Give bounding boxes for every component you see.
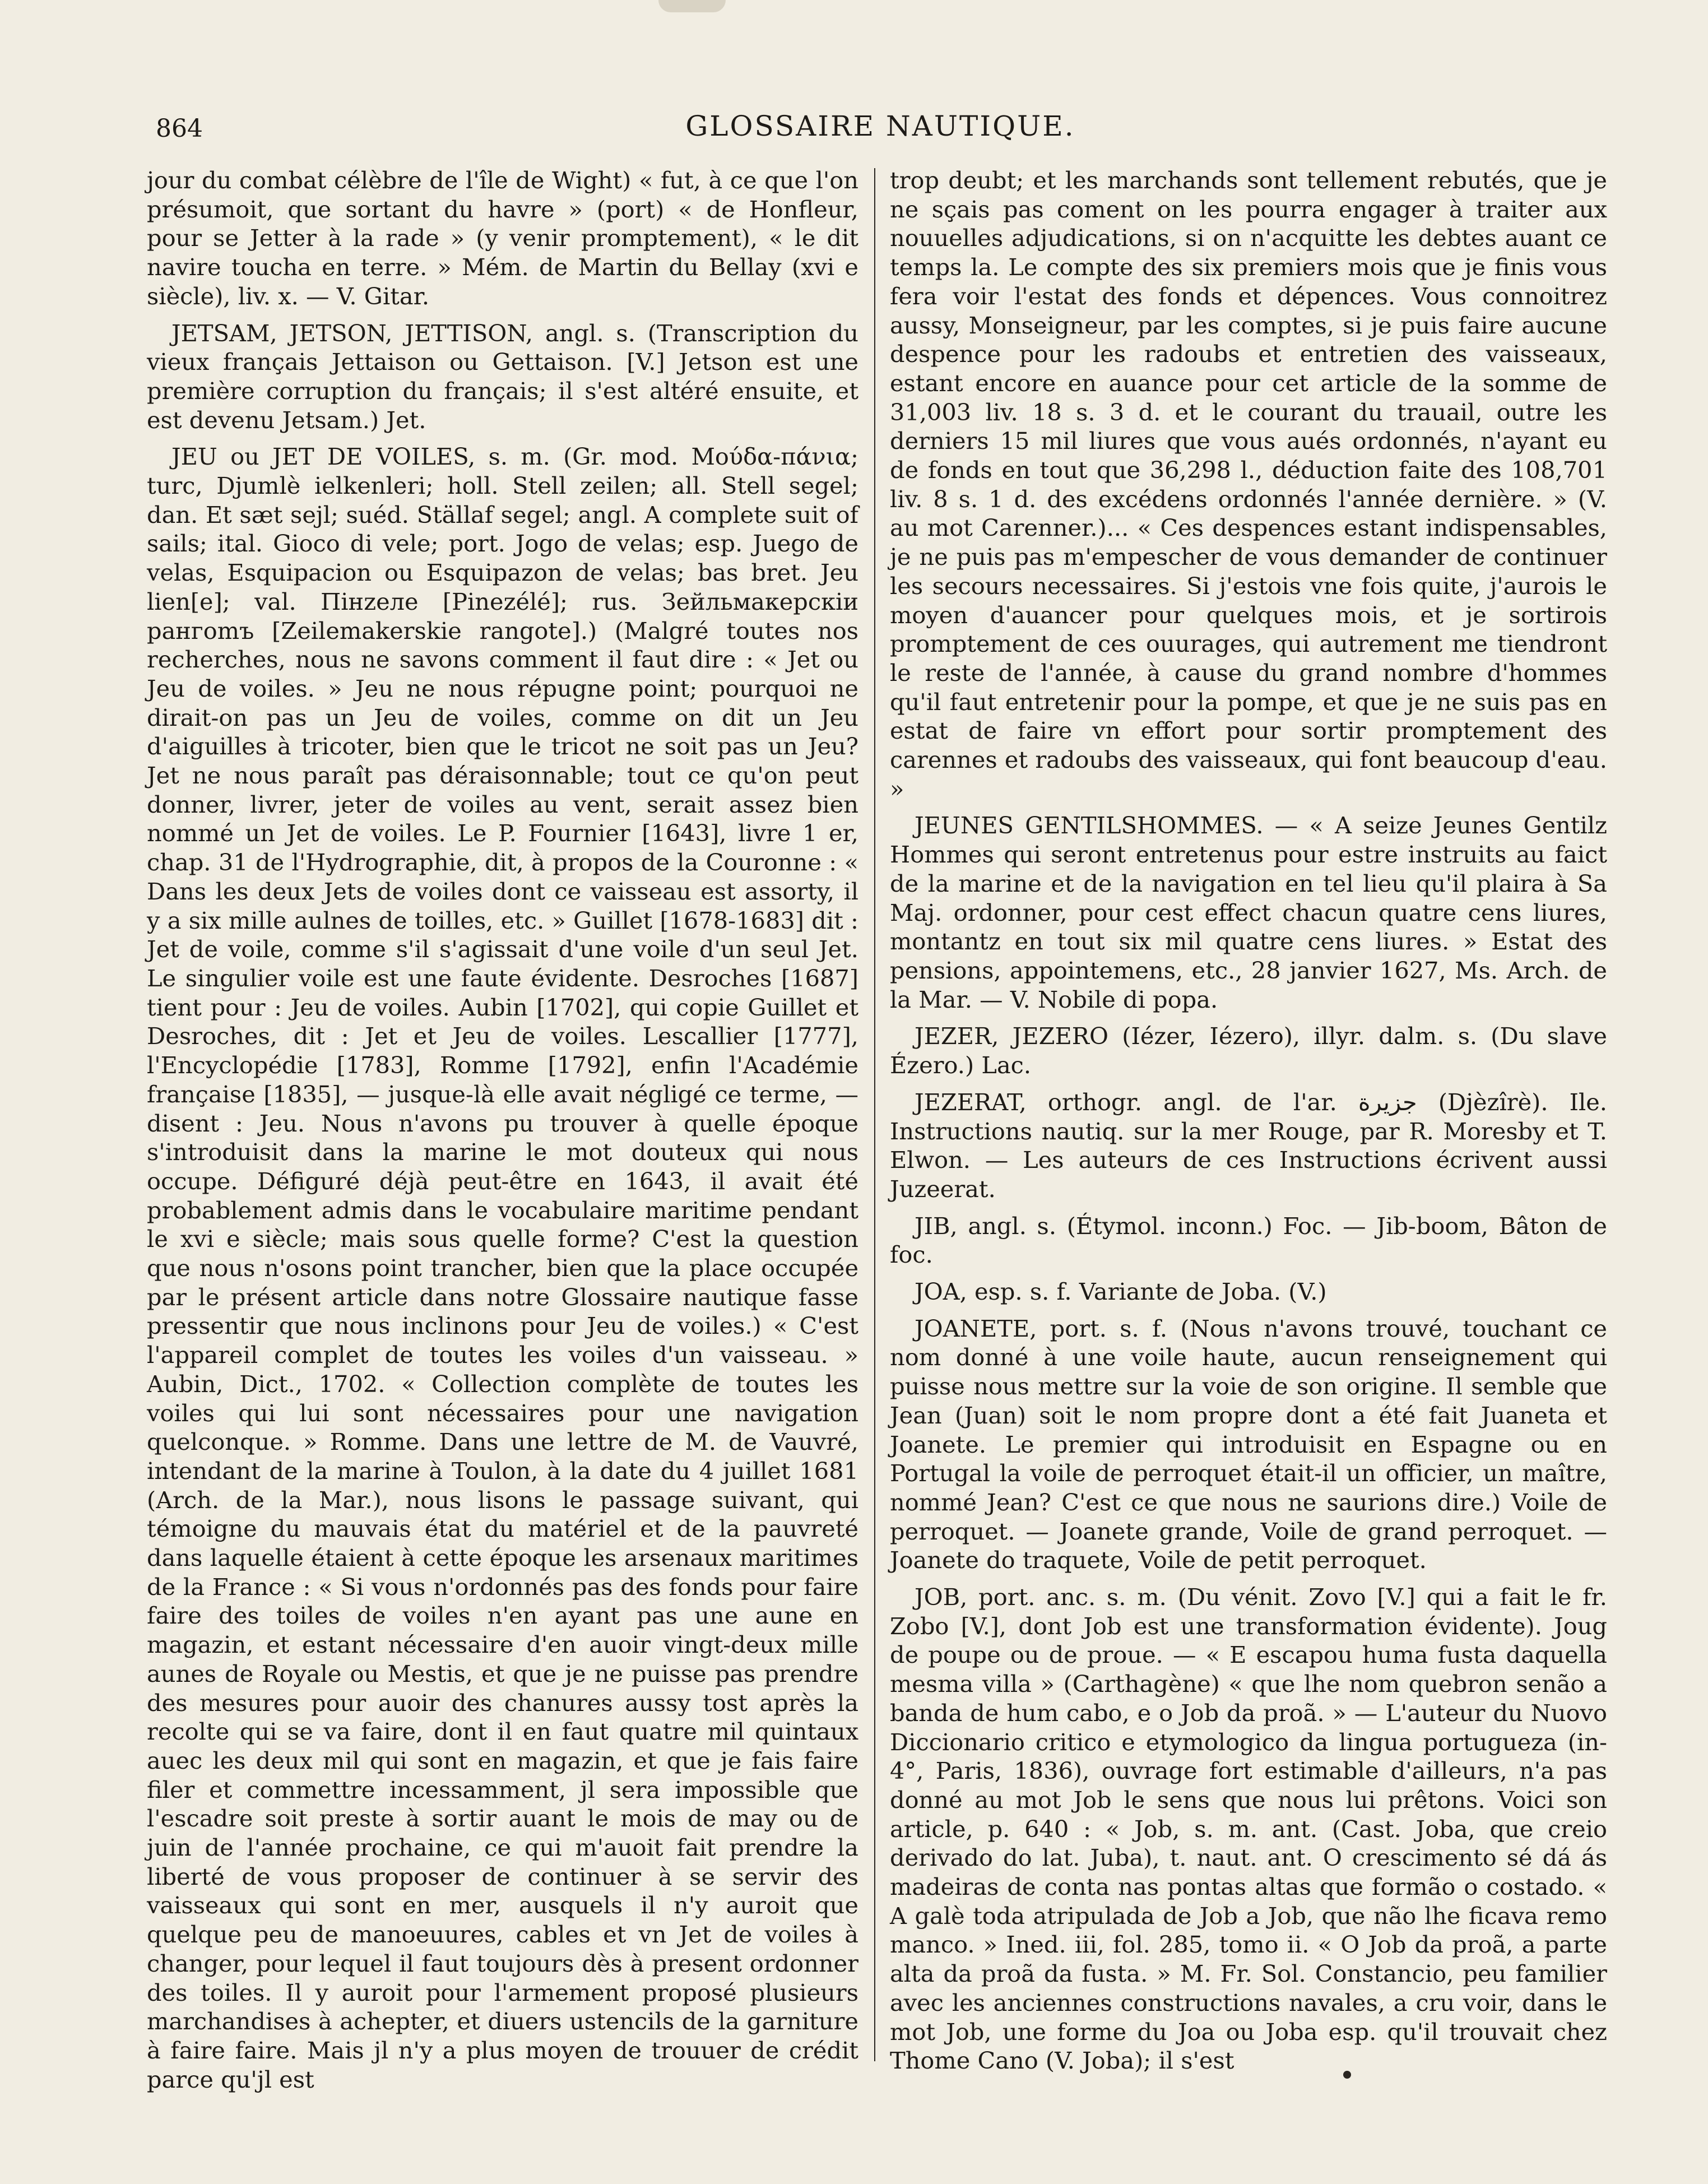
entry-jib: JIB, angl. s. (Étymol. inconn.) Foc. — Jib-boom, Bâton de foc. (890, 1212, 1607, 1269)
page-number: 864 (156, 114, 203, 143)
right-column (890, 166, 1607, 2083)
entry-jezerat: JEZERAT, orthogr. angl. de l'ar. جزيرة (Djèzîrè). Ile. Instructions nautiq. sur la mer Rouge, par R. Moresby et T. Elwon. — Les auteurs de ces Instructions écrivent aussi Juzeerat. (890, 1088, 1607, 1203)
entry-joanete: JOANETE, port. s. f. (Nous n'avons trouvé, touchant ce nom donné à une voile haute, aucun renseignement qui puisse nous mettre sur la voie de son origine. Il semble que Jean (Juan) soit le nom propre dont a été fait Juaneta et Joanete. Le premier qui introduisit en Espagne ou en Portugal la voile de perroquet était-il un officier, un maître, nommé Jean? C'est ce que nous ne saurions dire.) Voile de perroquet. — Joanete grande, Voile de grand perroquet. — Joanete do traquete, Voile de petit perroquet. (890, 1314, 1607, 1574)
paragraph-trop-deubt: trop deubt; et les marchands sont tellement rebutés, que je ne sçais pas coment on les pourra engager à traiter aux nouuelles adjudications, si on n'acquitte les debtes auant ce temps la. Le compte des six premiers mois que je finis vous fera voir l'estat des fonds et dépences. Vous connoitrez aussy, Monseigneur, par les comptes, si je puis faire aucune despence pour les radoubs et entretien des vaisseaux, estant encore en auance pour cet article de la somme de 31,003 liv. 18 s. 3 d. et le courant du trauail, outre les derniers 15 mil liures que vous aués ordonnés, n'ayant eu de fonds en tout que 36,298 l., déduction faite des 108,701 liv. 8 s. 1 d. des excédens ordonnés l'année dernière. » (V. au mot Carenner.)... « Ces despences estant indispensables, je ne puis pas m'empescher de vous demander de continuer les secours necessaires. Si j'estois vne fois quite, j'aurois le moyen d'auancer pour quelques mois, et je sortirois promptement de ces ouurages, qui autrement me tiendront le reste de l'année, à cause du grand nombre d'hommes qu'il faut entretenir pour la pompe, et que je ne suis pas en estat de faire vn effort pour sortir promptement des carennes et radoubs des vaisseaux, qui font beaucoup d'eau. » (890, 166, 1607, 803)
running-title: GLOSSAIRE NAUTIQUE. (685, 110, 1075, 142)
entry-jezer: JEZER, JEZERO (Iézer, Iézero), illyr. dalm. s. (Du slave Ézero.) Lac. (890, 1022, 1607, 1079)
entry-jetsam: JETSAM, JETSON, JETTISON, angl. s. (Transcription du vieux français Jettaison ou Gettaison. [V.] Jetson est une première corruption du français; il s'est altéré ensuite, et est devenu Jetsam.) Jet. (147, 319, 858, 434)
entry-jeunes-gentilshommes: JEUNES GENTILSHOMMES. — « A seize Jeunes Gentilz Hommes qui seront entretenus pour estre instruits au faict de la marine et de la navigation en tel lieu qu'il plaira à Sa Maj. ordonner, pour cest effect chacun quatre cens liures, montantz en tout six mil quatre cens liures. » Estat des pensions, appointemens, etc., 28 janvier 1627, Ms. Arch. de la Mar. — V. Nobile di popa. (890, 812, 1607, 1013)
paragraph-jour-du-combat: jour du combat célèbre de l'île de Wight) « fut, à ce que l'on présumoit, que sortant du havre » (port) « de Honfleur, pour se Jetter à la rade » (y venir promptement), « le dit navire toucha en terre. » Mém. de Martin du Bellay (xvi e siècle), liv. x. — V. Gitar. (147, 166, 858, 310)
left-column (147, 166, 858, 2102)
column-divider (874, 168, 875, 2061)
entry-joa: JOA, esp. s. f. Variante de Joba. (V.) (915, 1278, 1327, 1306)
page-top-stain (658, 0, 726, 12)
entry-jeu-ou-jet-de-voiles: JEU ou JET DE VOILES, s. m. (Gr. mod. Μούδα-πάνια; turc, Djumlè ielkenleri; holl. Stell zeilen; all. Stell segel; dan. Et sæt sejl; suéd. Ställaf segel; angl. A complete suit of sails; ital. Gioco di vele; port. Jogo de velas; esp. Juego de velas, Esquipacion ou Esquipazon de velas; bas bret. Jeu lien[e]; val. Пінzеле [Pinezélé]; rus. Зейльмакерскiи рангоmъ [Zeilemakerskie rangote].) (Malgré toutes nos recherches, nous ne savons comment il faut dire : « Jet ou Jeu de voiles. » Jeu ne nous répugne point; pourquoi ne dirait-on pas un Jeu de voiles, comme on dit un Jeu d'aiguilles à tricoter, bien que le tricot ne soit pas un Jeu? Jet ne nous paraît pas déraisonnable; tout ce qu'on peut donner, livrer, jeter de voiles au vent, serait assez bien nommé un Jet de voiles. Le P. Fournier [1643], livre 1 er, chap. 31 de l'Hydrographie, dit, à propos de la Couronne : « Dans les deux Jets de voiles dont ce vaisseau est assorty, il y a six mille aulnes de toilles, etc. » Guillet [1678-1683] dit : Jet de voile, comme s'il s'agissait d'une voile d'un seul Jet. Le singulier voile est une faute évidente. Desroches [1687] tient pour : Jeu de voiles. Aubin [1702], qui copie Guillet et Desroches, dit : Jet et Jeu de voiles. Lescallier [1777], l'Encyclopédie [1783], Romme [1792], enfin l'Académie française [1835], — jusque-là elle avait négligé ce terme, — disent : Jeu. Nous n'avons pu trouver à quelle époque s'introduisit dans la marine le mot douteux qui nous occupe. Défiguré déjà peut-être en 1643, il avait été probablement admis dans le vocabulaire maritime pendant le xvi e siècle; mais sous quelle forme? C'est la question que nous n'osons point trancher, bien que la place occupée par le présent article dans notre Glossaire nautique fasse pressentir que nous inclinons pour Jeu de voiles.) « C'est l'appareil complet de toutes les voiles d'un vaisseau. » Aubin, Dict., 1702. « Collection complète de toutes les voiles qui lui sont nécessaires pour une navigation quelconque. » Romme. Dans une lettre de M. de Vauvré, intendant de la marine à Toulon, à la date du 4 juillet 1681 (Arch. de la Mar.), nous lisons le passage suivant, qui témoigne du mauvais état du matériel et de la pauvreté dans laquelle étaient à cette époque les arsenaux maritimes de la France : « Si vous n'ordonnés pas des fonds pour faire faire des toiles de voiles n'en ayant pas une aune en magazin, et estant nécessaire d'en auoir vingt-deux mille aunes de Royale ou Mestis, et que je ne puisse pas prendre des mesures pour auoir des chanures aussy tost après la recolte qui se va faire, dont il en faut quatre mil quintaux auec les deux mil qui sont en magazin, et que je fais faire filer et commettre incessamment, jl sera impossible que l'escadre soit preste à sortir auant le mois de may ou de juin de l'année prochaine, ce qui m'auoit fait prendre la liberté de vous proposer de continuer à se servir des vaisseaux qui sont en mer, ausquels il n'y auroit que quelque peu de manoeuures, cables et vn Jet de voiles à changer, pour lequel il faut toujours dès à present ordonner des toiles. Il y auroit pour l'armement proposé plusieurs marchandises à achepter, et diuers ustencils de la garniture à faire faire. Mais jl n'y a plus moyen de trouuer de crédit parce qu'jl est (147, 443, 858, 2093)
ink-dot (1343, 2071, 1351, 2079)
entry-job: JOB, port. anc. s. m. (Du vénit. Zovo [V.] qui a fait le fr. Zobo [V.], dont Job est une transformation évidente). Joug de poupe ou de proue. — « E escapou huma fusta daquella mesma villa » (Carthagène) « que lhe nom quebron senão a banda de hum cabo, e o Job da proã. » — L'auteur du Nuovo Diccionario critico e etymologico da lingua portugueza (in-4°, Paris, 1836), ouvrage fort estimable d'ailleurs, n'a pas donné au mot Job le sens que nous lui prêtons. Voici son article, p. 640 : « Job, s. m. ant. (Cast. Joba, que creio derivado do lat. Juba), t. naut. ant. O crescimento sé dá ás madeiras de conta nas pontas altas que formão o costado. « A galè toda atripulada de Job a Job, que não lhe ficava remo manco. » Ined. iii, fol. 285, tomo ii. « O Job da proã, a parte alta da proã da fusta. » M. Fr. Sol. Constancio, peu familier avec les anciennes constructions navales, a cru voir, dans le mot Job, une forme du Joa ou Joba esp. qu'il trouvait chez Thome Cano (V. Joba); il s'est (890, 1583, 1607, 2075)
page-header (150, 110, 1610, 149)
